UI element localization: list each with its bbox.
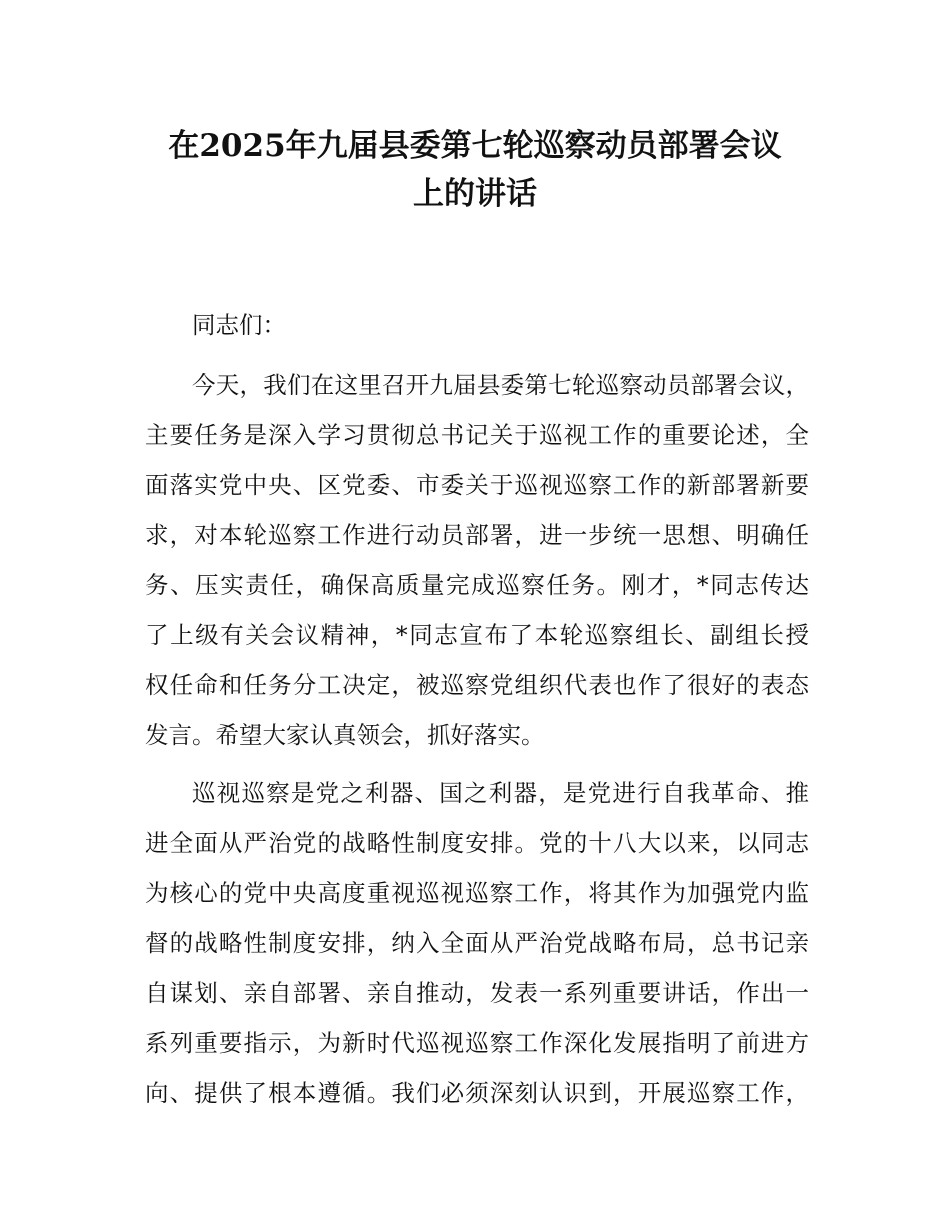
paragraph-1-line: 权任命和任务分工决定，被巡察党组织代表也作了很好的表态	[145, 671, 809, 699]
paragraph-2-line: 巡视巡察是党之利器、国之利器，是党进行自我革命、推	[192, 779, 809, 807]
document-title-line-1: 在2025年九届县委第七轮巡察动员部署会议	[168, 128, 782, 164]
paragraph-2-line: 自谋划、亲自部署、亲自推动，发表一系列重要讲话，作出一	[145, 979, 809, 1007]
paragraph-2-line: 为核心的党中央高度重视巡视巡察工作，将其作为加强党内监	[145, 879, 809, 907]
paragraph-2-line: 进全面从严治党的战略性制度安排。党的十八大以来，以同志	[145, 829, 809, 857]
document-title-line-2: 上的讲话	[413, 176, 537, 212]
paragraph-1-line: 面落实党中央、区党委、市委关于巡视巡察工作的新部署新要	[145, 471, 809, 499]
paragraph-1-line: 求，对本轮巡察工作进行动员部署，进一步统一思想、明确任	[145, 521, 809, 549]
paragraph-2-line: 向、提供了根本遵循。我们必须深刻认识到，开展巡察工作，	[145, 1079, 809, 1107]
paragraph-2-line: 督的战略性制度安排，纳入全面从严治党战略布局，总书记亲	[145, 929, 809, 957]
paragraph-2-line: 系列重要指示，为新时代巡视巡察工作深化发展指明了前进方	[145, 1029, 809, 1057]
paragraph-1-line: 发言。希望大家认真领会，抓好落实。	[145, 721, 545, 749]
paragraph-1-line: 今天，我们在这里召开九届县委第七轮巡察动员部署会议，	[192, 371, 809, 399]
paragraph-1-line: 了上级有关会议精神，*同志宣布了本轮巡察组长、副组长授	[145, 621, 809, 649]
salutation: 同志们：	[192, 311, 286, 339]
paragraph-1-line: 务、压实责任，确保高质量完成巡察任务。刚才，*同志传达	[145, 571, 809, 599]
paragraph-1-line: 主要任务是深入学习贯彻总书记关于巡视工作的重要论述，全	[145, 421, 809, 449]
